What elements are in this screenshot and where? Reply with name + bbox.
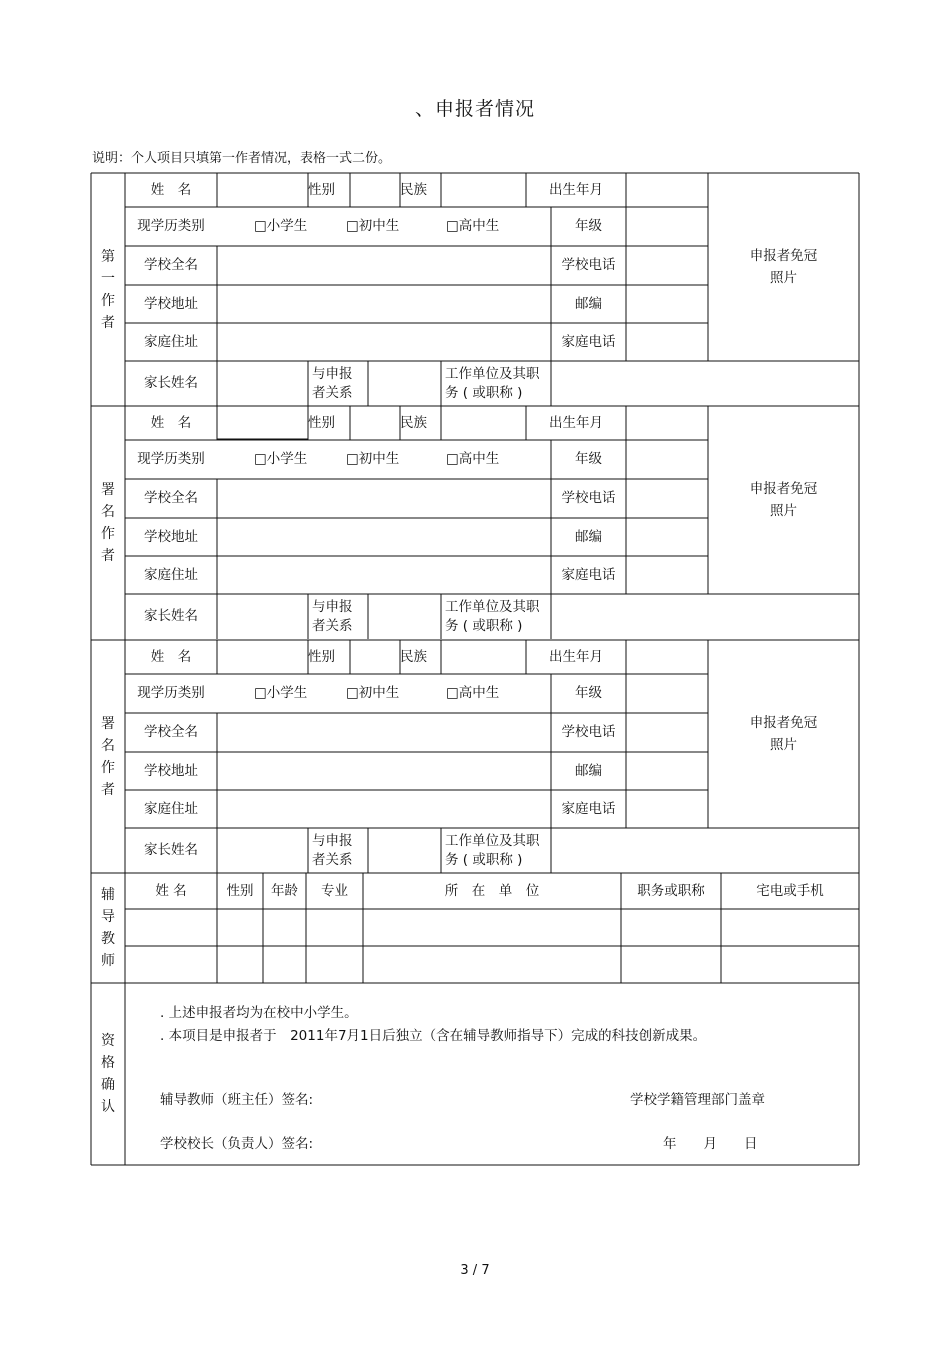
teacher-row-1-cell-6[interactable] <box>721 909 859 946</box>
teacher-row-2-cell-6[interactable] <box>721 946 859 983</box>
author-2-home-addr-field[interactable] <box>217 556 551 594</box>
author-1-senior-checkbox[interactable]: □高中生 <box>446 218 500 235</box>
author-2-postcode-label: 邮编 <box>575 528 602 545</box>
author-3-school-name-field[interactable] <box>217 713 551 752</box>
teacher-header-6: 宅电或手机 <box>756 882 824 899</box>
qualification.section_label <box>91 983 125 1165</box>
author-1-work-unit-field[interactable] <box>551 361 859 406</box>
section-label-char: 署 <box>101 715 115 732</box>
author-3-postcode-label: 邮编 <box>575 762 602 779</box>
author-1-school-addr-field[interactable] <box>217 285 551 323</box>
author-2-name-label: 姓 名 <box>150 414 192 431</box>
author-2-edu-type-label: 现学历类别 <box>137 451 205 468</box>
author-1-name-label: 姓 名 <box>150 181 192 198</box>
section-label-char: 资 <box>101 1033 115 1049</box>
author-3-relation-field[interactable] <box>368 828 441 873</box>
author-2-primary-checkbox[interactable]: □小学生 <box>254 451 308 468</box>
author-3-relation-label: 与申报者关系 <box>312 833 353 868</box>
principal-signature-label: 学校校长（负责人）签名: <box>160 1136 314 1152</box>
section-label-char: 教 <box>101 931 115 947</box>
author-1-grade-label: 年级 <box>575 218 602 235</box>
section-label-char: 作 <box>101 525 115 542</box>
author-3-senior-checkbox[interactable]: □高中生 <box>446 685 500 702</box>
author-1-home-addr-field[interactable] <box>217 323 551 361</box>
teacher-row-2-cell-3[interactable] <box>306 946 363 983</box>
author-1-school-addr-label: 学校地址 <box>144 295 198 312</box>
author-1-name-field[interactable] <box>217 173 308 207</box>
author-1-home-phone-label: 家庭电话 <box>561 333 616 350</box>
section-label-char: 名 <box>101 737 115 754</box>
section-label-char: 名 <box>101 503 115 520</box>
author-2-school-name-label: 学校全名 <box>144 490 198 507</box>
author-2-home-phone-field[interactable] <box>626 556 708 594</box>
author-1-home-addr-label: 家庭住址 <box>144 333 198 350</box>
teacher.section_label <box>91 873 125 983</box>
author-1-postcode-label: 邮编 <box>575 295 602 312</box>
author-3-postcode-field[interactable] <box>626 752 708 790</box>
author-1-relation-field[interactable] <box>368 361 441 406</box>
author-1-edu-type-label: 现学历类别 <box>137 218 205 235</box>
author-2-grade-label: 年级 <box>575 451 602 468</box>
qualification-line-2: . 本项目是申报者于 2011年7月1日后独立（含在辅导教师指导下）完成的科技创新成果。 <box>160 1028 707 1044</box>
author-1-parent-name-label: 家长姓名 <box>144 375 198 392</box>
author-3-grade-label: 年级 <box>575 685 602 702</box>
author-2-relation-label: 与申报者关系 <box>312 599 353 634</box>
author-2-work-unit-label: 工作单位及其职务 ( 或职称 ) <box>445 599 540 634</box>
authors.2.section_label <box>91 640 125 873</box>
teacher-header-5: 职务或职称 <box>637 882 705 899</box>
teacher-row-2-cell-4[interactable] <box>363 946 621 983</box>
author-3-home-addr-field[interactable] <box>217 790 551 828</box>
author-2-name-field[interactable] <box>217 406 308 440</box>
teacher-signature-label: 辅导教师（班主任）签名: <box>160 1092 314 1108</box>
author-1-ethnicity-label: 民族 <box>400 181 427 198</box>
author-2-gender-field[interactable] <box>350 406 400 440</box>
author-3-school-name-label: 学校全名 <box>144 724 198 741</box>
author-3-gender-label: 性别 <box>308 648 335 665</box>
author-2-school-phone-field[interactable] <box>626 479 708 518</box>
author-1-birth-field[interactable] <box>626 173 708 207</box>
teacher-header-4: 所 在 单 位 <box>444 882 540 899</box>
authors.1.section_label <box>91 406 125 639</box>
author-3-name-field[interactable] <box>217 640 308 674</box>
author-1-work-unit-label: 工作单位及其职务 ( 或职称 ) <box>445 366 540 401</box>
author-1-relation-label: 与申报者关系 <box>312 366 353 401</box>
author-1-junior-checkbox[interactable]: □初中生 <box>346 218 400 235</box>
author-1-home-phone-field[interactable] <box>626 323 708 361</box>
author-2-parent-name-field[interactable] <box>217 594 308 639</box>
author-3-gender-field[interactable] <box>350 640 400 674</box>
teacher-row-2-cell-5[interactable] <box>621 946 721 983</box>
author-2-parent-name-label: 家长姓名 <box>144 608 198 625</box>
teacher-row-1-cell-1[interactable] <box>217 909 263 946</box>
author-3-name-label: 姓 名 <box>150 648 192 665</box>
author-3-grade-field[interactable] <box>626 674 708 713</box>
author-2-ethnicity-field[interactable] <box>441 406 526 440</box>
author-1-birth-label: 出生年月 <box>549 181 603 198</box>
section-label-char: 作 <box>101 759 115 776</box>
authors.0.section_label <box>91 173 125 406</box>
author-2-birth-field[interactable] <box>626 406 708 440</box>
author-1-school-phone-field[interactable] <box>626 246 708 285</box>
author-2-school-addr-field[interactable] <box>217 518 551 556</box>
author-1-primary-checkbox[interactable]: □小学生 <box>254 218 308 235</box>
page-title: 、申报者情况 <box>414 98 535 120</box>
author-2-senior-checkbox[interactable]: □高中生 <box>446 451 500 468</box>
author-3-parent-name-label: 家长姓名 <box>144 842 198 859</box>
teacher-row-1-cell-2[interactable] <box>263 909 306 946</box>
author-2-gender-label: 性别 <box>308 414 335 431</box>
teacher-row-2-cell-1[interactable] <box>217 946 263 983</box>
teacher-header-2: 年龄 <box>271 882 298 899</box>
teacher-row-2-cell-2[interactable] <box>263 946 306 983</box>
author-3-birth-label: 出生年月 <box>549 648 603 665</box>
author-3-birth-field[interactable] <box>626 640 708 674</box>
author-3-parent-name-field[interactable] <box>217 828 308 873</box>
author-3-school-phone-field[interactable] <box>626 713 708 752</box>
school-stamp-label: 学校学籍管理部门盖章 <box>630 1092 765 1108</box>
section-label-char: 确 <box>101 1077 115 1093</box>
author-3-school-addr-label: 学校地址 <box>144 762 198 779</box>
author-3-photo-box: 申报者免冠照片 <box>749 715 818 753</box>
teacher-header-0: 姓 名 <box>155 882 187 899</box>
author-2-ethnicity-label: 民族 <box>400 414 427 431</box>
section-label-char: 者 <box>101 314 115 331</box>
section-label-char: 格 <box>101 1055 115 1071</box>
section-label-char: 导 <box>101 909 115 925</box>
section-label-char: 辅 <box>101 887 115 903</box>
author-2-photo-box: 申报者免冠照片 <box>749 481 818 519</box>
teacher-row-1-cell-4[interactable] <box>363 909 621 946</box>
date-label: 年 月 日 <box>663 1136 758 1152</box>
section-label-char: 者 <box>101 781 115 798</box>
author-3-ethnicity-label: 民族 <box>400 648 427 665</box>
teacher-header-1: 性别 <box>226 882 254 899</box>
section-label-char: 认 <box>101 1099 115 1115</box>
author-2-school-name-field[interactable] <box>217 479 551 518</box>
author-2-birth-label: 出生年月 <box>549 414 603 431</box>
author-1-photo-box: 申报者免冠照片 <box>749 248 818 286</box>
author-3-primary-checkbox[interactable]: □小学生 <box>254 685 308 702</box>
section-label-char: 署 <box>101 481 115 498</box>
author-2-home-addr-label: 家庭住址 <box>144 566 198 583</box>
author-3-home-phone-field[interactable] <box>626 790 708 828</box>
author-3-ethnicity-field[interactable] <box>441 640 526 674</box>
author-1-gender-field[interactable] <box>350 173 400 207</box>
author-3-home-phone-label: 家庭电话 <box>561 800 616 817</box>
author-2-home-phone-label: 家庭电话 <box>561 566 616 583</box>
author-3-edu-type-label: 现学历类别 <box>137 685 205 702</box>
author-2-postcode-field[interactable] <box>626 518 708 556</box>
author-1-grade-field[interactable] <box>626 207 708 246</box>
author-2-relation-field[interactable] <box>368 594 441 639</box>
teacher-header-3: 专业 <box>321 882 348 899</box>
author-3-school-addr-field[interactable] <box>217 752 551 790</box>
teacher-row-1-cell-0[interactable] <box>125 909 217 946</box>
author-3-junior-checkbox[interactable]: □初中生 <box>346 685 400 702</box>
author-2-work-unit-field[interactable] <box>551 594 859 639</box>
author-2-school-addr-label: 学校地址 <box>144 528 198 545</box>
teacher-row-1-cell-5[interactable] <box>621 909 721 946</box>
author-1-school-phone-label: 学校电话 <box>561 257 616 274</box>
section-label-char: 者 <box>101 547 115 564</box>
author-2-school-phone-label: 学校电话 <box>561 490 616 507</box>
author-1-ethnicity-field[interactable] <box>441 173 526 207</box>
teacher-row-1-cell-3[interactable] <box>306 909 363 946</box>
author-3-work-unit-field[interactable] <box>551 828 859 873</box>
author-1-school-name-field[interactable] <box>217 246 551 285</box>
author-1-postcode-field[interactable] <box>626 285 708 323</box>
author-1-school-name-label: 学校全名 <box>144 257 198 274</box>
author-2-junior-checkbox[interactable]: □初中生 <box>346 451 400 468</box>
teacher-row-2-cell-0[interactable] <box>125 946 217 983</box>
author-1-parent-name-field[interactable] <box>217 361 308 406</box>
qualification-line-1: . 上述申报者均为在校中小学生。 <box>160 1005 358 1021</box>
section-label-char: 师 <box>101 953 115 969</box>
author-2-grade-field[interactable] <box>626 440 708 479</box>
section-label-char: 作 <box>101 292 115 309</box>
page-number: 3 / 7 <box>460 1263 490 1278</box>
author-3-home-addr-label: 家庭住址 <box>144 800 198 817</box>
section-label-char: 一 <box>101 270 115 287</box>
author-3-school-phone-label: 学校电话 <box>561 724 616 741</box>
author-1-gender-label: 性别 <box>308 181 335 198</box>
author-3-work-unit-label: 工作单位及其职务 ( 或职称 ) <box>445 833 540 868</box>
instruction-note: 说明：个人项目只填第一作者情况，表格一式二份。 <box>92 151 392 166</box>
section-label-char: 第 <box>101 248 115 265</box>
